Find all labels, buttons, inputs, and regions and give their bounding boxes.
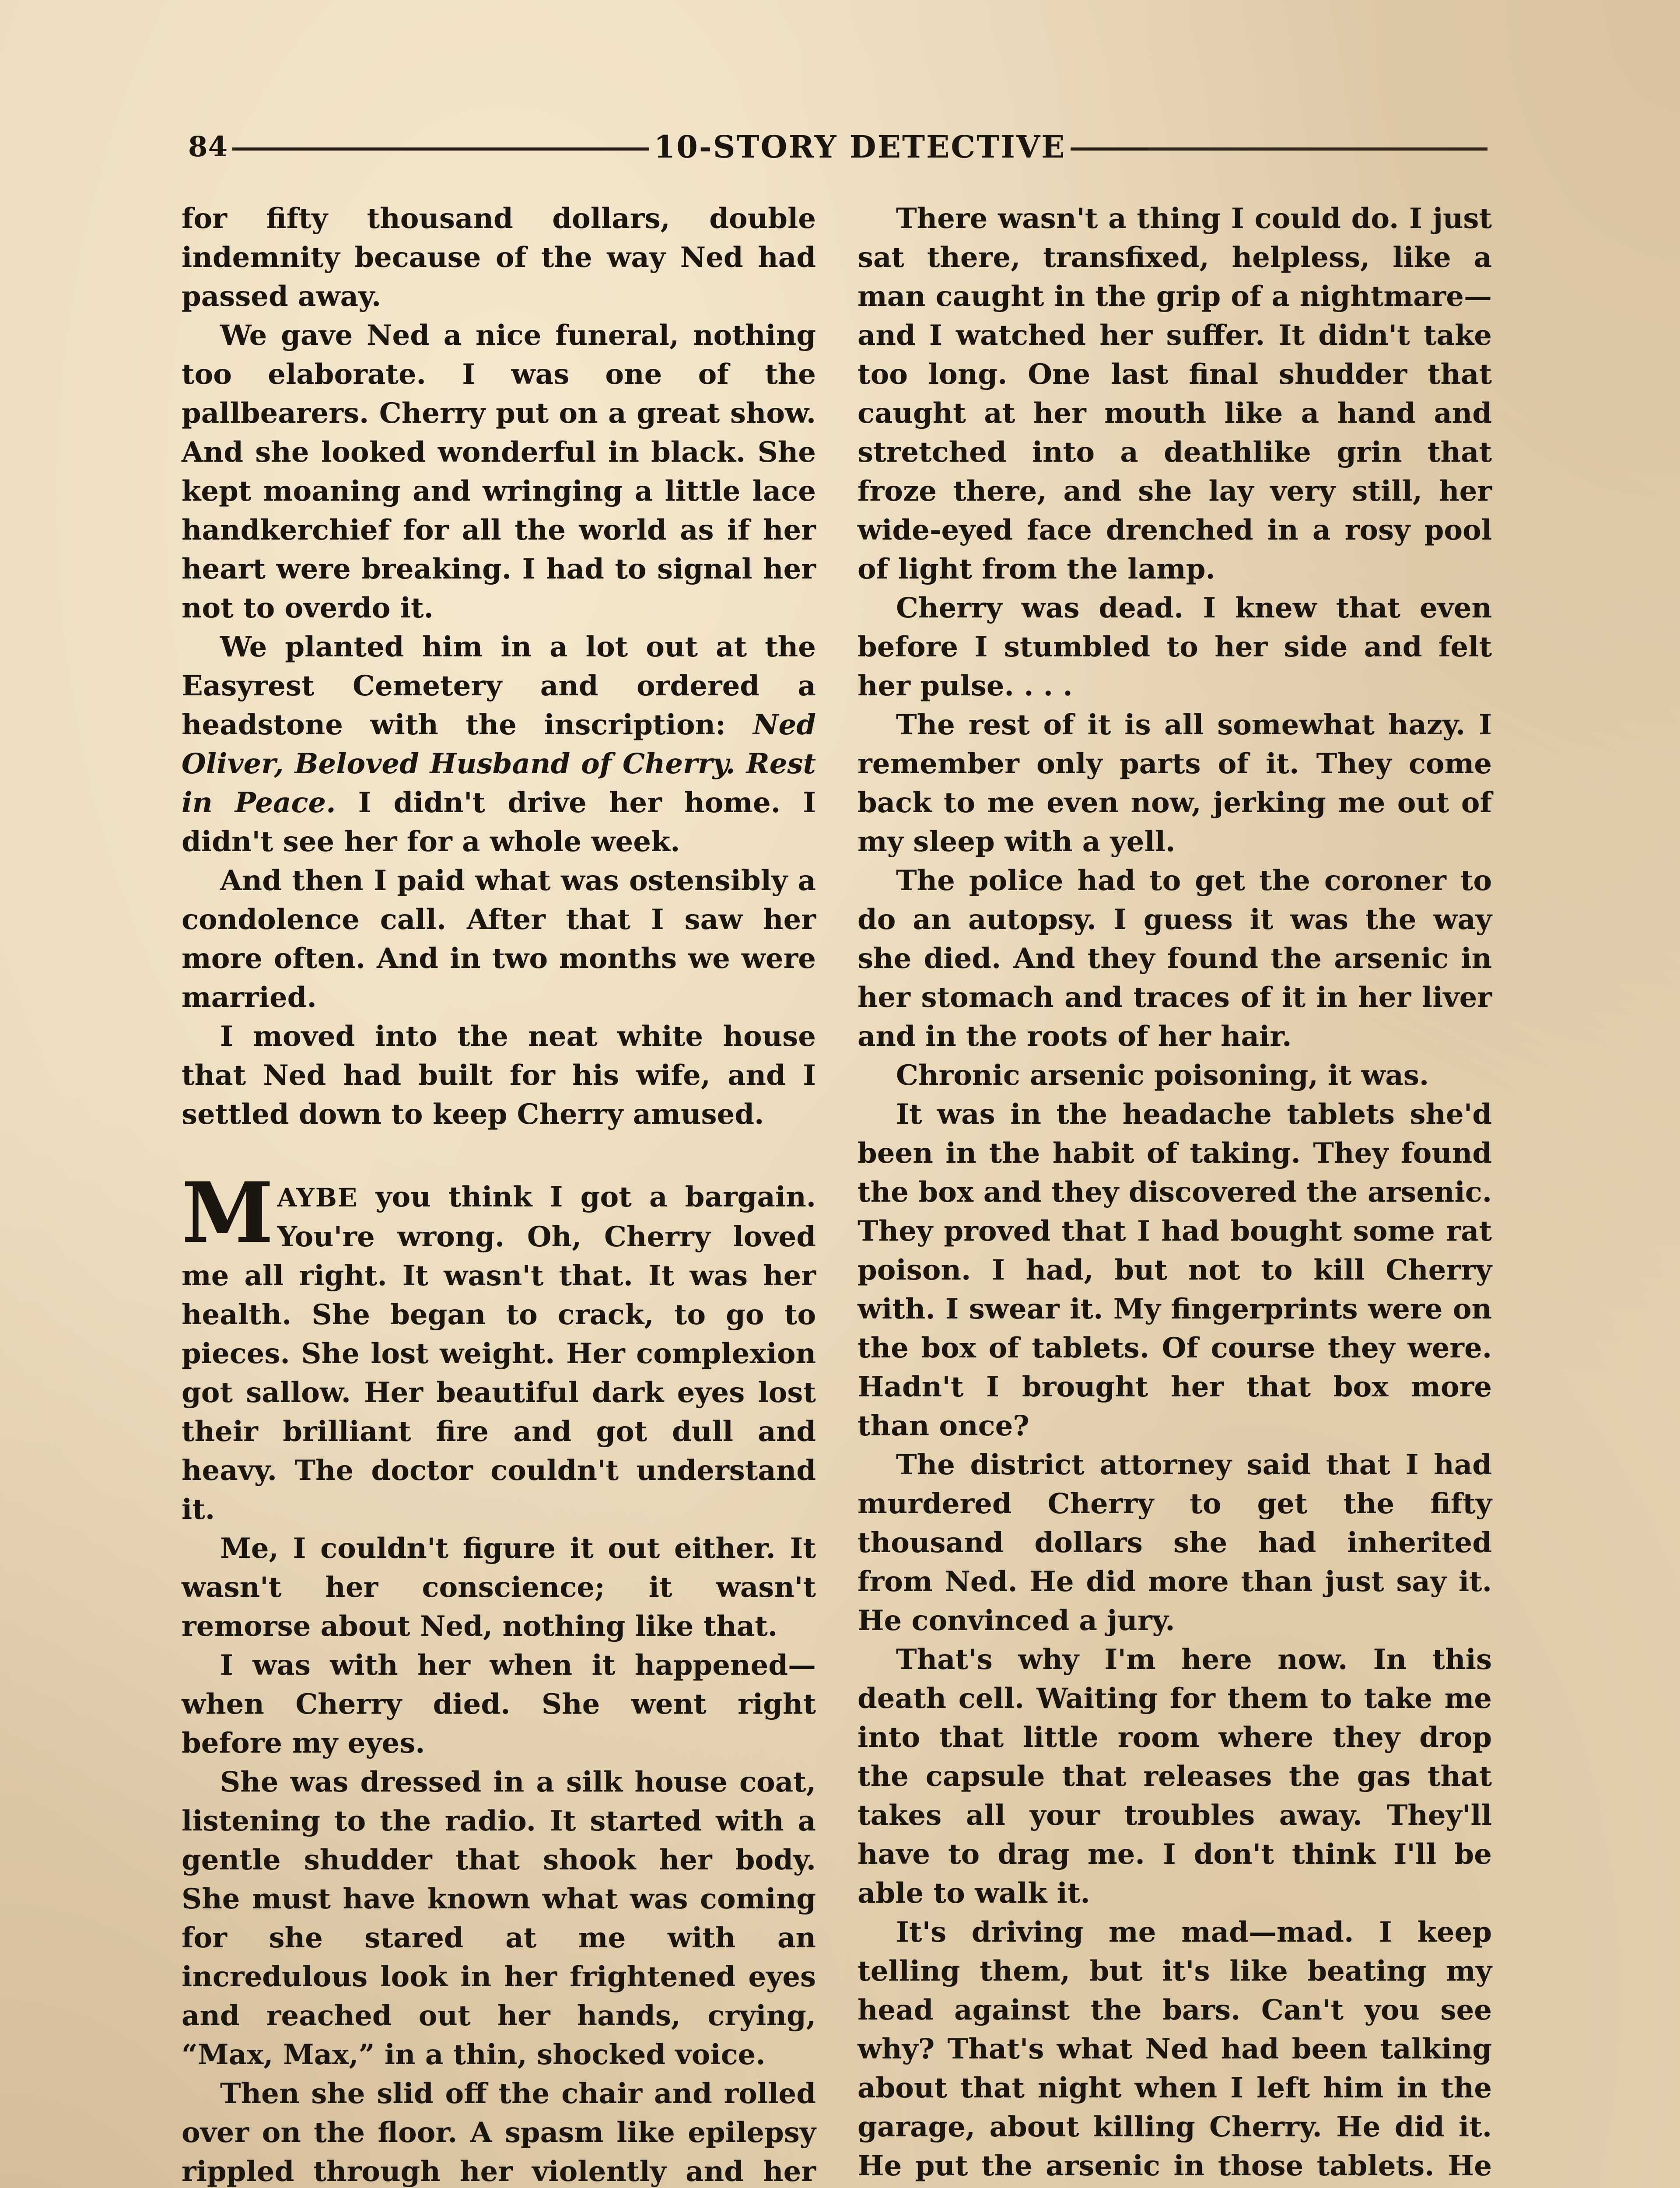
paragraph: The district attorney said that I had murdered Cherry to get the fifty thousand dollars she had inherited from Ned. He did more than just say it. He convinced a jury. bbox=[858, 1448, 1492, 1637]
paragraph-text: you think I got a bargain. You're wrong. Oh, Cherry loved me all right. It wasn't that. It was her health. She began to crack, to go to pieces. She lost weight. Her complexion got sallow. Her beautiful dark eyes lost their brilliant fire and got dull and heavy. The doctor couldn't understand it. bbox=[182, 1181, 816, 1526]
paragraph: She was dressed in a silk house coat, listening to the radio. It started with a gentle shudder that shook her body. She must have known what was coming for she stared at me with an incredulous look in her frightened eyes and reached out her hands, crying, “Max, Max,” in a thin, shocked voice. bbox=[182, 1766, 816, 2071]
paragraph bbox=[182, 628, 816, 861]
paragraph: for fifty thousand dollars, double indemnity because of the way Ned had passed away. bbox=[182, 202, 816, 313]
paragraph: I was with her when it happened—when Cherry died. She went right before my eyes. bbox=[182, 1649, 816, 1760]
paragraph: We gave Ned a nice funeral, nothing too elaborate. I was one of the pallbearers. Cherry put on a great show. And she looked wonderful in black. She kept moaning and wringing a little lace handkerchief for all the world as if her heart were breaking. I had to signal her not to overdo it. bbox=[182, 319, 816, 624]
paragraph: That's why I'm here now. In this death cell. Waiting for them to take me into that little room where they drop the capsule that releases the gas that takes all your troubles away. They'll have to drag me. I don't think I'll be able to walk it. bbox=[858, 1643, 1492, 1910]
header-rule-left bbox=[232, 147, 649, 151]
magazine-title: 10-STORY DETECTIVE bbox=[654, 128, 1066, 165]
running-header bbox=[188, 127, 1492, 166]
small-caps-lead: AYBE bbox=[277, 1183, 358, 1213]
right-column bbox=[858, 199, 1492, 2188]
page-number: 84 bbox=[188, 130, 228, 163]
paragraph-text: We planted him in a lot out at the Easyrest Cemetery and ordered a headstone with the inscription: bbox=[182, 631, 816, 741]
paragraph: The police had to get the coroner to do an autopsy. I guess it was the way she died. And they found the arsenic in her stomach and traces of it in her liver and in the roots of her hair. bbox=[858, 864, 1492, 1053]
paragraph: Me, I couldn't figure it out either. It wasn't her conscience; it wasn't remorse about Ned, nothing like that. bbox=[182, 1532, 816, 1643]
paragraph: I moved into the neat white house that Ned had built for his wife, and I settled down to keep Cherry amused. bbox=[182, 1020, 816, 1131]
section-break-paragraph bbox=[182, 1164, 816, 1529]
paragraph-text: I didn't drive her home. I didn't see her for a whole week. bbox=[182, 786, 816, 858]
paragraph: It was in the headache tablets she'd been in the habit of taking. They found the box and they discovered the arsenic. They proved that I had bought some rat poison. I had, but not to kill Cherry with. I swear it. My fingerprints were on the box of tablets. Of course they were. Hadn't I brought her that box more than once? bbox=[858, 1098, 1492, 1442]
paragraph: Then she slid off the chair and rolled over on the floor. A spasm like epilepsy rippled through her violently and her bbox=[182, 2077, 816, 2188]
paragraph: Cherry was dead. I knew that even before I stumbled to her side and felt her pulse. . . . bbox=[858, 592, 1492, 702]
header-rule-right bbox=[1071, 147, 1488, 151]
drop-cap: M bbox=[182, 1164, 274, 1262]
paragraph: Chronic arsenic poisoning, it was. bbox=[896, 1059, 1429, 1092]
paragraph: There wasn't a thing I could do. I just sat there, transfixed, helpless, like a man caught in the grip of a nightmare—and I watched her suffer. It didn't take too long. One last final shudder that caught at her mouth like a hand and stretched into a deathlike grin that froze there, and she lay very still, her wide-eyed face drenched in a rosy pool of light from the lamp. bbox=[858, 202, 1492, 586]
paragraph: The rest of it is all somewhat hazy. I remember only parts of it. They come back to me even now, jerking me out of my sleep with a yell. bbox=[858, 708, 1492, 858]
headstone-inscription: Ned Oliver, Beloved Husband of Cherry. Rest in Peace. bbox=[182, 708, 816, 819]
left-column bbox=[182, 199, 816, 2188]
paragraph: And then I paid what was ostensibly a condolence call. After that I saw her more often. And in two months we were married. bbox=[182, 864, 816, 1014]
paragraph: It's driving me mad—mad. I keep telling them, but it's like beating my head against the bars. Can't you see why? That's what Ned had been talking about that night when I left him in the garage, about killing Cherry. He did it. He put the arsenic in those tablets. He bbox=[858, 1916, 1492, 2182]
